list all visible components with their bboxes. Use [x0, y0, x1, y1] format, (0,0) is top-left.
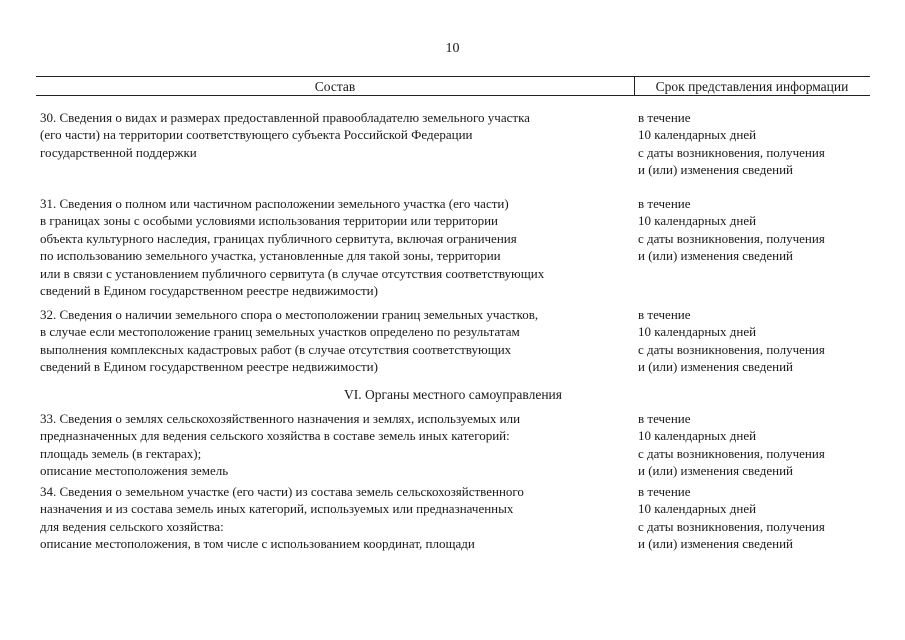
column-header-composition: Состав [314, 79, 356, 94]
entry-30-term: в течение 10 календарных дней с даты возникновения, получения и (или) изменения сведений [638, 110, 825, 178]
table-header-top-rule [36, 76, 870, 77]
column-header-term: Срок представления информации [655, 79, 849, 94]
entry-33-term: в течение 10 календарных дней с даты возникновения, получения и (или) изменения сведений [638, 411, 825, 479]
entry-33-text: 33. Сведения о землях сельскохозяйственного назначения и землях, используемых или предназначенных для ведения сельского хозяйства в составе земель иных категорий: площадь земель (в гектарах); описание местоположения земель [40, 411, 521, 479]
entry-32-term: в течение 10 календарных дней с даты возникновения, получения и (или) изменения сведений [638, 307, 825, 375]
entry-34-text: 34. Сведения о земельном участке (его части) из состава земель сельскохозяйственного назначения и из состава земель иных категорий, используемых или предназначенных для ведения сельского хозяйства: описание местоположения, в том числе с использованием координат, площади [40, 484, 524, 552]
entry-32-text: 32. Сведения о наличии земельного спора о местоположении границ земельных участков, в случае если местоположение границ земельных участков определено по результатам выполнения комплексных кадастровых работ (в случае отсутствия соответствующих сведений в Едином государственном реестре недвижимости) [40, 307, 539, 375]
entry-31-term: в течение 10 календарных дней с даты возникновения, получения и (или) изменения сведений [638, 196, 825, 264]
entry-31-text: 31. Сведения о полном или частичном расположении земельного участка (его части) в границах зоны с особыми условиями использования территории или территории объекта культурного наследия, границах публичного сервитута, включая ограничения по использованию земельного участка, установленные для такой зоны, территории или в связи с установлением публичного сервитута (в случае отсутствия соответствующих сведений в Едином государственном реестре недвижимости) [40, 196, 545, 299]
page-number: 10 [445, 41, 460, 56]
entry-34-term: в течение 10 календарных дней с даты возникновения, получения и (или) изменения сведений [638, 484, 825, 552]
section-heading: VI. Органы местного самоуправления [344, 387, 562, 402]
entry-30-text: 30. Сведения о видах и размерах предоставленной правообладателю земельного участка (его части) на территории соответствующего субъекта Российской Федерации государственной поддержки [40, 110, 530, 160]
